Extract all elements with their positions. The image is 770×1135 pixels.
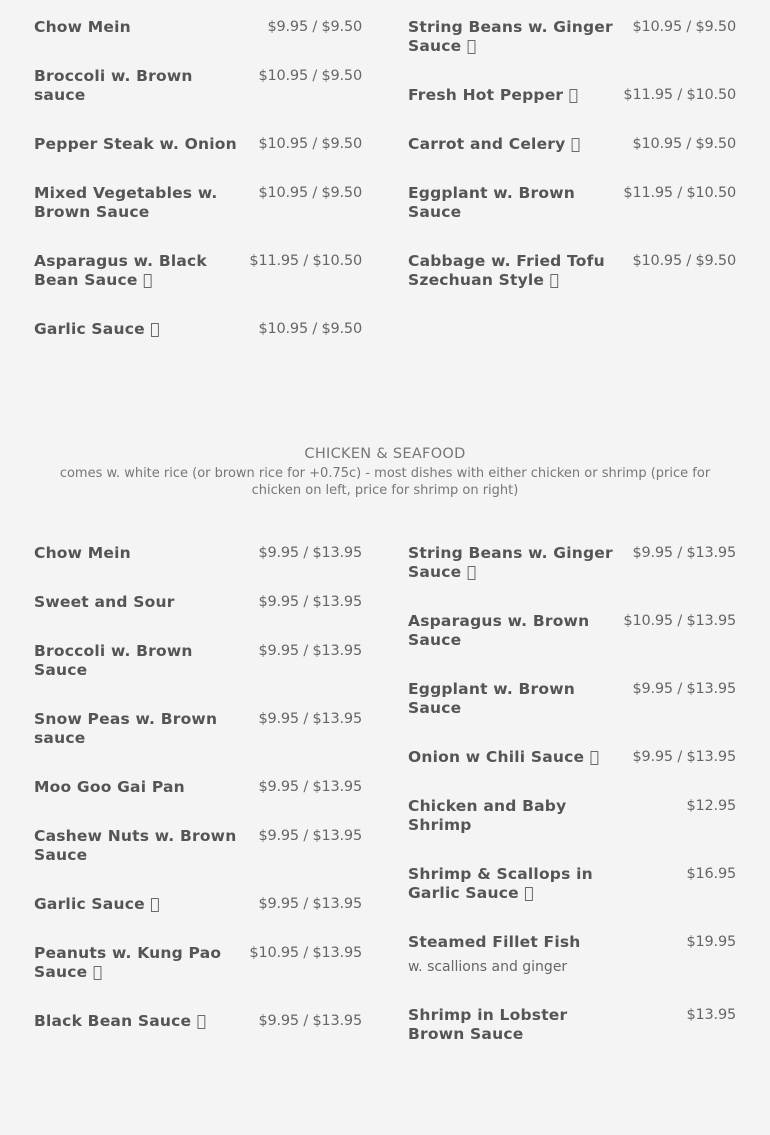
menu-item: [34, 544, 362, 563]
item-price: $9.95 / $13.95: [632, 545, 736, 561]
item-name: Asparagus w. Black Bean Sauce  : [34, 252, 207, 289]
item-name: Chow Mein: [34, 18, 131, 36]
item-price: $9.95 / $13.95: [258, 1013, 362, 1029]
chicken-seafood-section: [34, 544, 736, 1074]
item-name: Garlic Sauce  : [34, 320, 160, 338]
item-price: $9.95 / $13.95: [258, 594, 362, 610]
menu-item: [34, 1012, 362, 1031]
item-price: $9.95 / $13.95: [258, 643, 362, 659]
menu-item: [34, 67, 362, 105]
menu-item: [408, 135, 736, 154]
menu-item: [408, 748, 736, 767]
item-name: Asparagus w. Brown Sauce: [408, 612, 590, 649]
item-price: $19.95: [686, 934, 736, 950]
item-description: w. scallions and ginger: [408, 959, 568, 975]
item-name: Mixed Vegetables w. Brown Sauce: [34, 184, 218, 221]
item-name: Moo Goo Gai Pan: [34, 778, 185, 796]
item-name: Steamed Fillet Fish: [408, 933, 581, 951]
item-price: $10.95 / $13.95: [623, 613, 736, 629]
item-name: Fresh Hot Pepper  : [408, 86, 579, 104]
top-menu-section: [34, 18, 736, 369]
item-price: $9.95 / $13.95: [258, 779, 362, 795]
item-name: Carrot and Celery  : [408, 135, 581, 153]
menu-item: [408, 18, 736, 56]
item-price: $12.95: [686, 798, 736, 814]
item-name: Onion w Chili Sauce  : [408, 748, 600, 766]
item-price: $10.95 / $9.50: [258, 185, 362, 201]
menu-item: [34, 827, 362, 865]
menu-item: [34, 642, 362, 680]
item-name: Broccoli w. Brown sauce: [34, 67, 193, 104]
item-price: $10.95 / $9.50: [632, 136, 736, 152]
item-price: $11.95 / $10.50: [623, 87, 736, 103]
item-name: Black Bean Sauce  : [34, 1012, 207, 1030]
item-price: $10.95 / $9.50: [258, 321, 362, 337]
item-name: Cashew Nuts w. Brown Sauce: [34, 827, 237, 864]
item-name: String Beans w. Ginger Sauce  : [408, 18, 613, 55]
menu-item: [408, 865, 736, 903]
item-price: $10.95 / $9.50: [632, 19, 736, 35]
item-name: Chicken and Baby Shrimp: [408, 797, 567, 834]
item-price: $11.95 / $10.50: [249, 253, 362, 269]
item-name: Shrimp in Lobster Brown Sauce: [408, 1006, 568, 1043]
item-name: Sweet and Sour: [34, 593, 175, 611]
section-header: [34, 445, 736, 499]
item-name: Eggplant w. Brown Sauce: [408, 680, 575, 717]
item-price: $9.95 / $13.95: [258, 896, 362, 912]
item-name: Garlic Sauce  : [34, 895, 160, 913]
menu-item: [408, 86, 736, 105]
item-name: Pepper Steak w. Onion: [34, 135, 237, 153]
menu-item: [408, 184, 736, 222]
menu-item: [34, 18, 362, 37]
item-price: $9.95 / $13.95: [258, 828, 362, 844]
item-price: $13.95: [686, 1007, 736, 1023]
item-price: $9.95 / $13.95: [632, 681, 736, 697]
item-price: $11.95 / $10.50: [623, 185, 736, 201]
menu-item: [34, 135, 362, 154]
menu-item: [408, 680, 736, 718]
item-name: Shrimp & Scallops in Garlic Sauce  : [408, 865, 593, 902]
menu-item: [408, 252, 736, 290]
menu-item: [34, 320, 362, 339]
item-price: $9.95 / $13.95: [632, 749, 736, 765]
item-price: $10.95 / $9.50: [258, 68, 362, 84]
menu-item: [408, 1006, 736, 1044]
chicken-left-column: [34, 544, 362, 1074]
menu-item: [34, 944, 362, 982]
menu-item: [34, 710, 362, 748]
item-price: $10.95 / $13.95: [249, 945, 362, 961]
item-name: Broccoli w. Brown Sauce: [34, 642, 193, 679]
menu-item: [34, 778, 362, 797]
item-name: Cabbage w. Fried Tofu Szechuan Style  : [408, 252, 605, 289]
item-price: $9.95 / $13.95: [258, 545, 362, 561]
item-price: $16.95: [686, 866, 736, 882]
item-price: $9.95 / $9.50: [267, 19, 362, 35]
menu-item: [408, 933, 736, 976]
section-subtitle: comes w. white rice (or brown rice for +0.75c) - most dishes with either chicken or shrimp (price for chicken on left, price for shrimp on right): [59, 466, 711, 498]
chicken-right-column: [408, 544, 736, 1074]
item-name: Peanuts w. Kung Pao Sauce  : [34, 944, 222, 981]
menu-item: [34, 593, 362, 612]
top-left-column: [34, 18, 362, 369]
item-name: Chow Mein: [34, 544, 131, 562]
top-right-column: [408, 18, 736, 369]
menu-item: [34, 252, 362, 290]
item-name: Eggplant w. Brown Sauce: [408, 184, 575, 221]
item-price: $9.95 / $13.95: [258, 711, 362, 727]
section-title: CHICKEN & SEAFOOD: [304, 446, 466, 462]
menu-item: [408, 544, 736, 582]
item-name: String Beans w. Ginger Sauce  : [408, 544, 613, 581]
menu-item: [34, 184, 362, 222]
item-name: Snow Peas w. Brown sauce: [34, 710, 218, 747]
menu-item: [408, 612, 736, 650]
item-price: $10.95 / $9.50: [632, 253, 736, 269]
menu-item: [34, 895, 362, 914]
menu-item: [408, 797, 736, 835]
item-price: $10.95 / $9.50: [258, 136, 362, 152]
